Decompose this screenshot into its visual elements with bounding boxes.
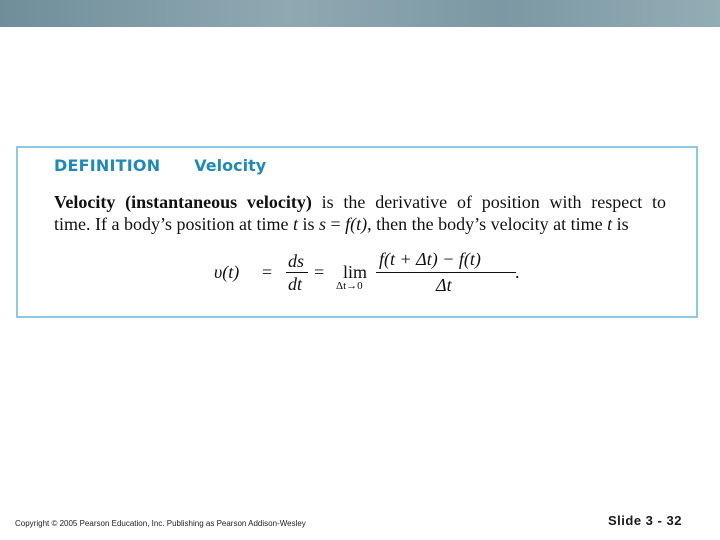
formula-dt: dt xyxy=(288,274,303,294)
definition-heading xyxy=(54,156,266,180)
definition-label: DEFINITION xyxy=(54,156,161,175)
formula-numerator: f(t + Δt) − f(t) xyxy=(379,249,481,269)
var-t-2: t xyxy=(607,214,613,234)
var-s: s xyxy=(319,214,327,234)
bold-term: Velocity (instantaneous velocity) xyxy=(54,192,312,212)
formula-denominator: Δt xyxy=(436,275,452,295)
limit-lim: lim xyxy=(343,262,368,282)
line2-a: time. If a body’s position at time xyxy=(54,214,289,234)
definition-text xyxy=(54,191,666,235)
f-of-t: f(t) xyxy=(345,214,368,234)
definition-line-1 xyxy=(54,191,666,213)
formula-lhs: υ(t) xyxy=(214,262,240,282)
definition-box xyxy=(16,146,698,318)
line2-b: is xyxy=(302,214,315,234)
copyright-notice: Copyright © 2005 Pearson Education, Inc. Publishing as Pearson Addison-Wesley xyxy=(15,519,306,528)
line2-d: is xyxy=(616,214,629,234)
definition-title: Velocity xyxy=(194,156,267,175)
limit-subscript: Δt→0 xyxy=(336,280,363,292)
header-band xyxy=(0,0,720,27)
slide-number: Slide 3 - 32 xyxy=(608,513,682,528)
line1-rest: is the derivative of position with respect to xyxy=(321,192,667,212)
ds-dt-fraction-bar xyxy=(286,272,308,273)
var-t: t xyxy=(292,214,298,234)
formula-eq2: = xyxy=(314,262,325,282)
equals-sign: = xyxy=(330,214,341,234)
line2-c: , then the body’s velocity at time xyxy=(367,214,603,234)
formula-ds: ds xyxy=(288,251,305,271)
formula-eq1: = xyxy=(262,262,273,282)
formula-period: . xyxy=(515,262,520,282)
definition-line-2 xyxy=(54,213,666,235)
main-fraction-bar xyxy=(376,272,516,273)
